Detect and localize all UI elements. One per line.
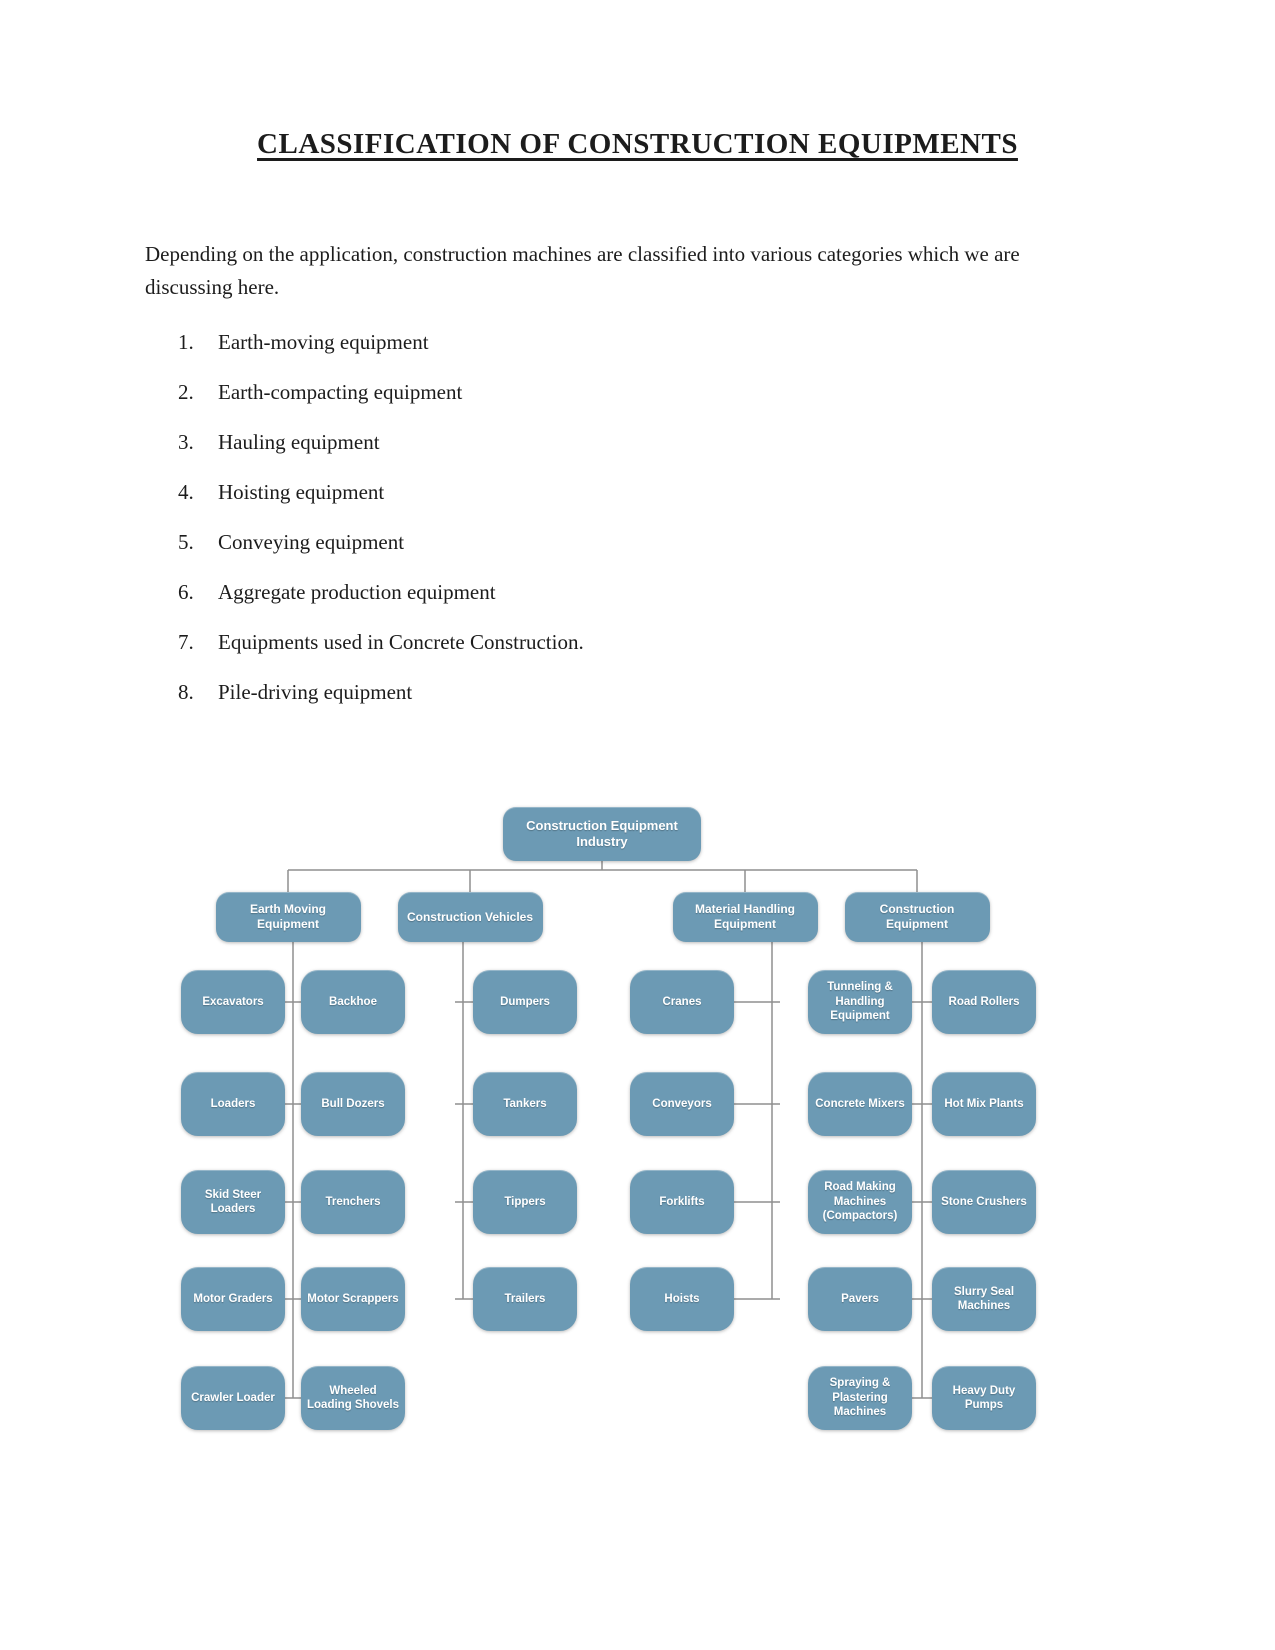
list-item (178, 380, 878, 404)
leaf-node: Trenchers (301, 1170, 405, 1234)
leaf-node: Bull Dozers (301, 1072, 405, 1136)
list-item (178, 680, 878, 704)
leaf-node: Trailers (473, 1267, 577, 1331)
leaf-node: Cranes (630, 970, 734, 1034)
intro-paragraph: Depending on the application, construction machines are classified into various categories which we are discussing here. (145, 242, 1020, 299)
list-item-number: 4. (178, 480, 194, 504)
leaf-node: Wheeled Loading Shovels (301, 1366, 405, 1430)
list-item-label: Equipments used in Concrete Construction. (218, 630, 584, 654)
list-item-label: Earth-compacting equipment (218, 380, 463, 404)
branch-header: Earth Moving Equipment (216, 892, 361, 942)
leaf-node: Stone Crushers (932, 1170, 1036, 1234)
list-item (178, 530, 878, 554)
branch-header: Construction Equipment (845, 892, 990, 942)
leaf-node: Dumpers (473, 970, 577, 1034)
leaf-node: Pavers (808, 1267, 912, 1331)
leaf-node: Tankers (473, 1072, 577, 1136)
leaf-node: Tunneling & Handling Equipment (808, 970, 912, 1034)
list-item-number: 1. (178, 330, 194, 354)
list-item-number: 7. (178, 630, 194, 654)
leaf-node: Crawler Loader (181, 1366, 285, 1430)
leaf-node: Tippers (473, 1170, 577, 1234)
list-item (178, 580, 878, 604)
branch-header: Material Handling Equipment (673, 892, 818, 942)
list-item (178, 330, 878, 354)
branch-header: Construction Vehicles (398, 892, 543, 942)
list-item (178, 430, 878, 454)
leaf-node: Conveyors (630, 1072, 734, 1136)
list-item-label: Pile-driving equipment (218, 680, 413, 704)
list-item-number: 3. (178, 430, 194, 454)
list-item-label: Conveying equipment (218, 530, 405, 554)
diagram-root-node: Construction Equipment Industry (503, 807, 701, 861)
list-item-label: Aggregate production equipment (218, 580, 496, 604)
list-item-number: 6. (178, 580, 194, 604)
list-item-label: Hauling equipment (218, 430, 380, 454)
leaf-node: Loaders (181, 1072, 285, 1136)
leaf-node: Spraying & Plastering Machines (808, 1366, 912, 1430)
leaf-node: Heavy Duty Pumps (932, 1366, 1036, 1430)
leaf-node: Forklifts (630, 1170, 734, 1234)
list-item-number: 2. (178, 380, 194, 404)
leaf-node: Skid Steer Loaders (181, 1170, 285, 1234)
leaf-node: Hoists (630, 1267, 734, 1331)
leaf-node: Motor Scrappers (301, 1267, 405, 1331)
equipment-list (178, 330, 878, 730)
leaf-node: Road Rollers (932, 970, 1036, 1034)
leaf-node: Road Making Machines (Compactors) (808, 1170, 912, 1234)
leaf-node: Slurry Seal Machines (932, 1267, 1036, 1331)
leaf-node: Motor Graders (181, 1267, 285, 1331)
leaf-node: Concrete Mixers (808, 1072, 912, 1136)
list-item (178, 480, 878, 504)
leaf-node: Backhoe (301, 970, 405, 1034)
list-item-label: Earth-moving equipment (218, 330, 429, 354)
list-item-number: 5. (178, 530, 194, 554)
list-item-label: Hoisting equipment (218, 480, 385, 504)
page-title: CLASSIFICATION OF CONSTRUCTION EQUIPMENTS (257, 128, 1018, 160)
leaf-node: Hot Mix Plants (932, 1072, 1036, 1136)
classification-org-chart (165, 795, 1045, 1475)
list-item-number: 8. (178, 680, 194, 704)
leaf-node: Excavators (181, 970, 285, 1034)
list-item (178, 630, 878, 654)
